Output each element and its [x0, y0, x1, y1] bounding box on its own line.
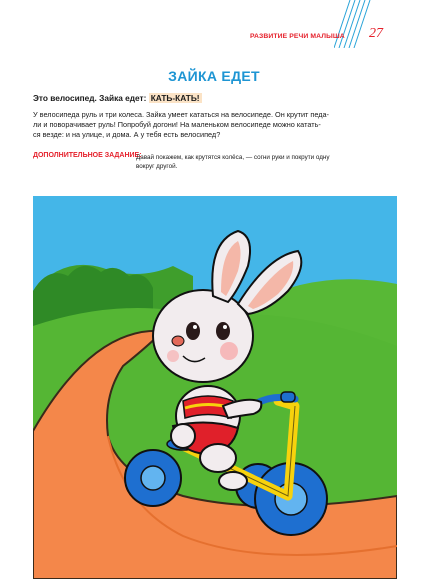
lead-text: Это велосипед. Зайка едет:	[33, 93, 149, 103]
page-number: 27	[369, 26, 383, 41]
bunny-foot	[219, 472, 247, 490]
lead-highlight: КАТЬ-КАТЬ!	[150, 93, 200, 103]
bunny-cheek	[220, 342, 238, 360]
bunny-nose	[172, 336, 184, 346]
header-decorative-lines	[334, 0, 374, 48]
bunny-leg	[200, 444, 236, 472]
extra-task-text	[136, 153, 376, 171]
body-line: ли и поворачивает руль! Попробуй догони! На маленьком велосипеде можно катать-	[33, 120, 321, 129]
page-title: ЗАЙКА ЕДЕТ	[168, 68, 260, 84]
body-line: У велосипеда руль и три колеса. Зайка умеет кататься на велосипеде. Он крутит педа-	[33, 110, 329, 119]
body-line: ся везде: и на улице, и дома. А у тебя есть велосипед?	[33, 130, 221, 139]
bunny-tricycle-illustration	[33, 196, 397, 579]
body-paragraph	[33, 110, 363, 140]
extra-task-label: ДОПОЛНИТЕЛЬНОЕ ЗАДАНИЕ:	[33, 152, 142, 159]
extra-task-line: Давай покажем, как крутятся колёса, — согни руки и покрути одну	[136, 154, 330, 161]
bunny-eye	[186, 322, 200, 340]
extra-task-line: вокруг другой.	[136, 163, 178, 170]
section-label: РАЗВИТИЕ РЕЧИ МАЛЫША	[250, 33, 345, 40]
lead-sentence	[33, 93, 202, 103]
